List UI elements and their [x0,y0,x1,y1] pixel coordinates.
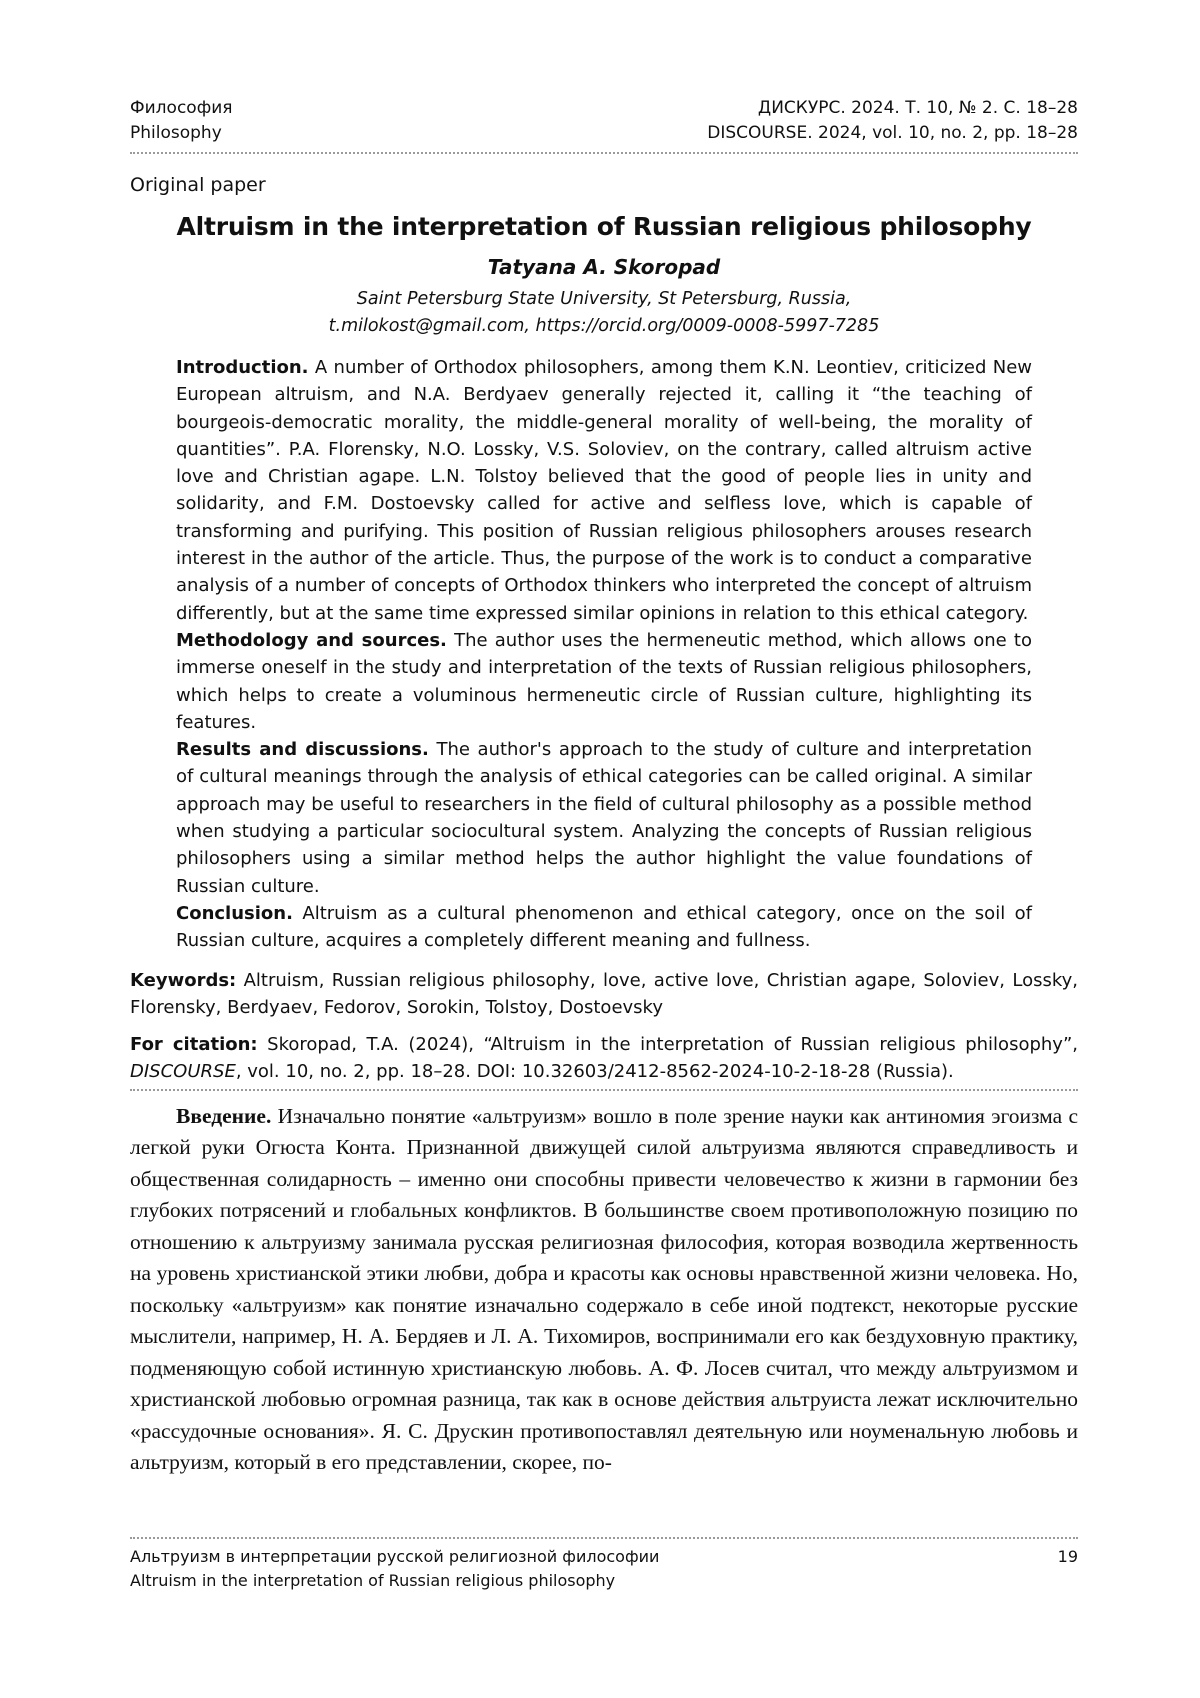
page [130,96,1078,1479]
running-footer [130,1537,1078,1593]
article-title: Altruism in the interpretation of Russian religious philosophy [176,212,1032,241]
method-label: Methodology and sources. [176,629,447,651]
body-text: Изначально понятие «альтруизм» вошло в поле зрение науки как антиномия эгоизма с легкой руки Огюста Конта. Признанной движущей силой альтруизма являются справедливость и общественная солидарность – именно они способны привести человечество к жизни в гармонии без глубоких потрясений и глобальных конфликтов. В большинстве своем противоположную позицию по отношению к альтруизму занимала русская религиозная философия, которая возводила жертвенность на уровень христианской этики любви, добра и красоты как основы нравственной жизни человека. Но, поскольку «альтруизм» как понятие изначально содержало в себе иной подтекст, некоторые русские мыслители, например, Н. А. Бердяев и Л. А. Тихомиров, воспринимали его как бездуховную практику, подменяющую собой истинную христианскую любовь. А. Ф. Лосев считал, что между альтруизмом и христианской любовью огромная разница, так как в основе действия альтруиста лежат исключительно «рассудочные основания». Я. С. Друскин противопоставлял деятельную или ноуменальную любовь и альтруизм, который в его представлении, скорее, по- [130,1103,1078,1475]
abstract-introduction [176,354,1032,627]
body-lead: Введение. [176,1103,272,1128]
results-text: The author's approach to the study of culture and interpretation of cultural meanings through the analysis of ethical categories can be called original. A similar approach may be useful to researchers in the field of cultural philosophy as a possible method when studying a particular sociocultural system. Analyzing the concepts of Russian religious philosophers using a similar method helps the author highlight the value foundations of Russian culture. [176,739,1032,897]
footer-titles [130,1545,659,1593]
abstract-conclusion [176,900,1032,955]
affiliation-line: Saint Petersburg State University, St Petersburg, Russia, [356,289,852,309]
method-text: The author uses the hermeneutic method, which allows one to immerse oneself in the study and interpretation of the texts of Russian religious philosophers, which helps to create a voluminous hermeneutic circle of Russian culture, highlighting its features. [176,629,1032,733]
citation-journal: DISCOURSE [130,1060,236,1082]
conclusion-label: Conclusion. [176,902,293,924]
keywords-text: Altruism, Russian religious philosophy, love, active love, Christian agape, Soloviev, Lossky, Florensky, Berdyaev, Fedorov, Sorokin, Tolstoy, Dostoevsky [130,969,1078,1018]
footer-title-ru: Альтруизм в интерпретации русской религиозной философии [130,1547,660,1566]
header-right [707,96,1078,146]
citation-text-after: , vol. 10, no. 2, pp. 18–28. DOI: 10.32603/2412-8562-2024-10-2-18-28 (Russia). [235,1060,954,1082]
conclusion-text: Altruism as a cultural phenomenon and ethical category, once on the soil of Russian culture, acquires a completely different meaning and fullness. [176,902,1032,952]
contacts-line[interactable]: t.milokost@gmail.com, https://orcid.org/0009-0008-5997-7285 [328,316,880,336]
keywords [130,967,1078,1021]
header-left [130,96,233,146]
section-en: Philosophy [130,123,222,143]
running-header [130,96,1078,154]
journal-ref-en: DISCOURSE. 2024, vol. 10, no. 2, pp. 18–28 [707,123,1078,143]
intro-label: Introduction. [176,357,309,378]
citation-label: For citation: [130,1033,258,1055]
author-name: Tatyana A. Skoropad [487,255,721,279]
header-row [130,96,1078,146]
body-paragraph [130,1101,1078,1479]
page-number: 19 [1057,1547,1078,1566]
abstract [176,354,1032,955]
citation-text-before: Skoropad, T.A. (2024), “Altruism in the interpretation of Russian religious philosophy”, [257,1033,1078,1055]
author-affiliation [130,286,1078,340]
abstract-methodology [176,627,1032,736]
section-ru: Философия [130,98,233,118]
footer-title-en: Altruism in the interpretation of Russian religious philosophy [130,1571,616,1590]
keywords-label: Keywords: [130,969,237,991]
citation [130,1031,1078,1091]
journal-ref-ru: ДИСКУРС. 2024. Т. 10, № 2. С. 18–28 [757,98,1078,118]
intro-text: A number of Orthodox philosophers, among them K.N. Leontiev, criticized New European altruism, and N.A. Berdyaev generally rejected it, calling it “the teaching of bourgeois-democratic morality, the middle-general morality of well-being, the morality of quantities”. P.A. Florensky, N.O. Lossky, V.S. Soloviev, on the contrary, called altruism active love and Christian agape. L.N. Tolstoy believed that the good of people lies in unity and solidarity, and F.M. Dostoevsky called for active and selfless love, which is capable of transforming and purifying. This position of Russian religious philosophers arouses research interest in the author of the article. Thus, the purpose of the work is to conduct a comparative analysis of a number of concepts of Orthodox thinkers who interpreted the concept of altruism differently, but at the same time expressed similar opinions in relation to this ethical category. [176,357,1032,624]
results-label: Results and discussions. [176,739,429,761]
article-type: Original paper [130,174,266,196]
abstract-results [176,736,1032,900]
